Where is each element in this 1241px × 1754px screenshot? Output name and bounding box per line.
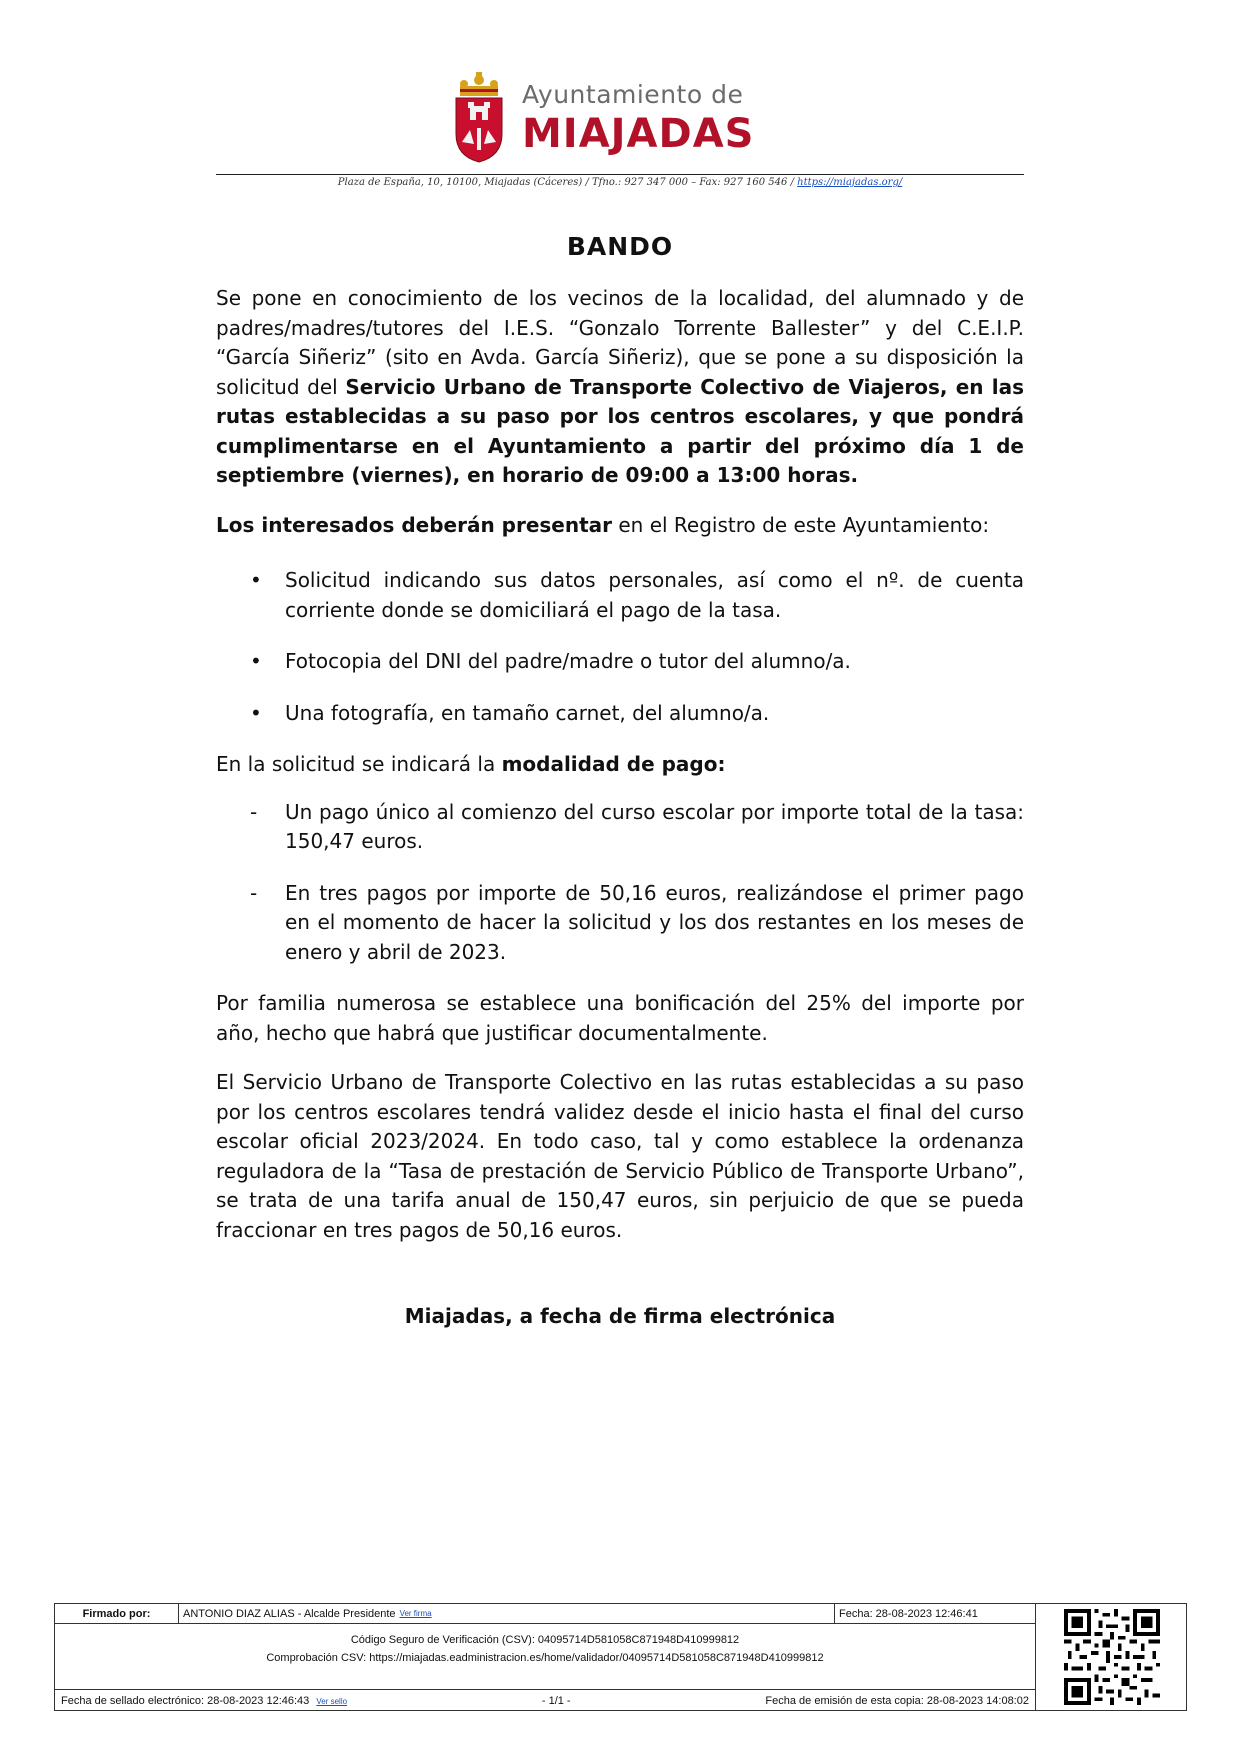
- list-item-text: Solicitud indicando sus datos personales, así como el nº. de cuenta corriente donde se domiciliará el pago de la tasa.: [285, 568, 1024, 622]
- list-item: [216, 699, 1024, 729]
- intro-text: Se pone en conocimiento de los vecinos de la localidad, del alumnado y de padres/madres/tutores del I.E.S. “Gonzalo Torrente Ballester” y del C.E.I.P. “García Siñeriz” (sito en Avda. García Siñeriz), que se pone a su disposición la solicitud del: [216, 286, 1024, 399]
- csv-verification-url: Comprobación CSV: https://miajadas.eadministracion.es/home/validador/04095714D581058C871948D410999812: [266, 1652, 824, 1664]
- requirements-bold: Los interesados deberán presentar: [216, 512, 613, 537]
- document-title: BANDO: [566, 232, 674, 261]
- payment-bold: modalidad de pago:: [501, 752, 726, 776]
- header-address: [216, 177, 1024, 188]
- page-number: - 1/1 -: [541, 1694, 571, 1707]
- bullet-icon: •: [250, 700, 262, 725]
- signed-by-label: Firmado por:: [55, 1604, 179, 1623]
- seal-row: [55, 1690, 1035, 1711]
- csv-code: Código Seguro de Verificación (CSV): 04095714D581058C871948D410999812: [350, 1634, 740, 1646]
- document-body: [216, 284, 1024, 1245]
- list-item-text: En tres pagos por importe de 50,16 euros, realizándose el primer pago en el momento de hacer la solicitud y los dos restantes en los meses de enero y abril de 2023.: [285, 880, 1024, 964]
- payment-text: En la solicitud se indicará la: [216, 752, 502, 776]
- closing-line: Miajadas, a fecha de firma electrónica: [404, 1304, 836, 1328]
- qr-cell: [1035, 1604, 1187, 1710]
- intro-bold: Servicio Urbano de Transporte Colectivo de Viajeros, en las rutas establecidas a su paso por los centros escolares, y que pondrá cumplimentarse en el Ayuntamiento a partir del próximo día 1 de septiembre (viernes), en horario de 09:00 a 13:00 horas.: [216, 374, 1024, 487]
- list-item: [216, 798, 1024, 857]
- signature-box: [54, 1603, 1187, 1711]
- bullet-icon: •: [250, 568, 262, 592]
- coat-of-arms-icon: [452, 72, 506, 164]
- paragraph-discount: Por familia numerosa se establece una bonificación del 25% del importe por año, hecho que habrá que justificar documentalmente.: [216, 991, 1024, 1045]
- header-divider: [216, 174, 1024, 175]
- view-seal-link[interactable]: Ver sello: [316, 1696, 348, 1706]
- list-item: [216, 647, 1024, 677]
- seal-cell: [61, 1695, 347, 1707]
- bullet-icon: •: [250, 649, 262, 673]
- list-item: [216, 879, 1024, 968]
- municipal-logo: [452, 72, 754, 164]
- signature-row: [55, 1604, 1035, 1624]
- requirements-text: en el Registro de este Ayuntamiento:: [612, 512, 990, 537]
- seal-date: Fecha de sellado electrónico: 28-08-2023 12:46:43: [61, 1694, 310, 1707]
- paragraph-validity: El Servicio Urbano de Transporte Colectivo en las rutas establecidas a su paso por los centros escolares tendrá validez desde el inicio hasta el final del curso escolar oficial 2023/2024. En todo caso, tal y como establece la ordenanza reguladora de la “Tasa de prestación de Servicio Público de Transporte Urbano”, se trata de una tarifa anual de 150,47 euros, sin perjuicio de que se pueda fraccionar en tres pagos de 50,16 euros.: [216, 1070, 1024, 1242]
- list-item-text: Una fotografía, en tamaño carnet, del alumno/a.: [285, 700, 770, 725]
- dash-icon: -: [250, 799, 258, 824]
- dash-icon: -: [250, 880, 258, 905]
- verification-section: [55, 1624, 1035, 1690]
- copy-issue-date: Fecha de emisión de esta copia: 28-08-2023 14:08:02: [765, 1694, 1029, 1707]
- address-text: Plaza de España, 10, 10100, Miajadas (Cáceres) / Tfno.: 927 347 000 – Fax: 927 160 546 /: [337, 177, 794, 188]
- list-item: [216, 566, 1024, 625]
- requirements-list: [216, 566, 1024, 728]
- website-link[interactable]: https://miajadas.org/: [797, 177, 903, 188]
- logo-text: [522, 80, 754, 157]
- paragraph-payment: [216, 750, 1024, 780]
- logo-line-miajadas: MIAJADAS: [522, 110, 755, 157]
- signature-date: Fecha: 28-08-2023 12:46:41: [839, 1607, 978, 1620]
- payment-options-list: [216, 798, 1024, 968]
- signer-name: ANTONIO DIAZ ALIAS - Alcalde Presidente: [183, 1607, 396, 1620]
- signer-cell: [179, 1604, 835, 1623]
- view-signature-link[interactable]: Ver firma: [399, 1609, 432, 1618]
- qr-code-icon: [1064, 1609, 1160, 1705]
- list-item-text: Fotocopia del DNI del padre/madre o tutor del alumno/a.: [285, 649, 851, 673]
- paragraph-intro: [216, 284, 1024, 491]
- list-item-text: Un pago único al comienzo del curso escolar por importe total de la tasa: 150,47 euros.: [285, 799, 1024, 853]
- paragraph-requirements: [216, 511, 1024, 541]
- logo-line-ayuntamiento: Ayuntamiento de: [522, 79, 744, 109]
